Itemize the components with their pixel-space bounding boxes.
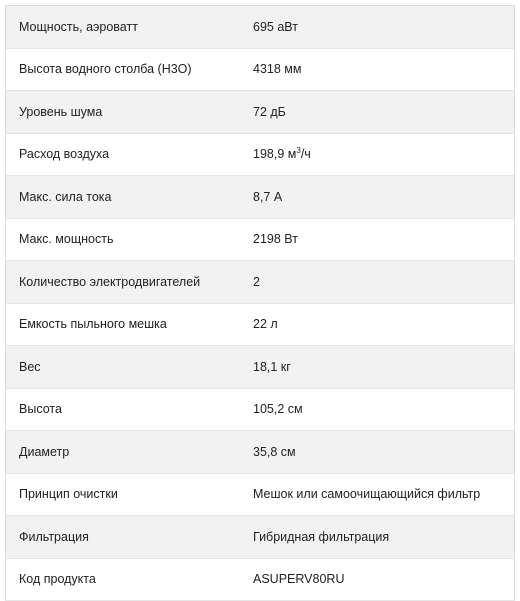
spec-row [6,431,515,474]
spec-label: Емкость пыльного мешка [6,303,252,346]
spec-label: Макс. мощность [6,218,252,261]
spec-label: Расход воздуха [6,133,252,176]
spec-label: Высота водного столба (Н3О) [6,48,252,91]
spec-row [6,261,515,304]
spec-value: 22 л [251,303,515,346]
spec-value [251,133,515,176]
spec-label: Макс. сила тока [6,176,252,219]
spec-value: 18,1 кг [251,346,515,389]
spec-row [6,176,515,219]
spec-value: 695 аВт [251,6,515,49]
spec-label: Высота [6,388,252,431]
spec-row [6,303,515,346]
spec-value: 105,2 см [251,388,515,431]
spec-row [6,388,515,431]
spec-label: Уровень шума [6,91,252,134]
spec-value: 2198 Вт [251,218,515,261]
spec-label: Диаметр [6,431,252,474]
spec-row [6,6,515,49]
spec-value: Мешок или самоочищающийся фильтр [251,473,515,516]
spec-value: 2 [251,261,515,304]
spec-label: Количество электродвигателей [6,261,252,304]
spec-value: ASUPERV80RU [251,558,515,601]
spec-row [6,218,515,261]
spec-row [6,516,515,559]
spec-label: Вес [6,346,252,389]
spec-label: Фильтрация [6,516,252,559]
spec-row [6,91,515,134]
spec-value: 72 дБ [251,91,515,134]
spec-value: 4318 мм [251,48,515,91]
spec-label: Принцип очистки [6,473,252,516]
spec-value: 8,7 А [251,176,515,219]
spec-row [6,346,515,389]
spec-label: Код продукта [6,558,252,601]
spec-value: 35,8 см [251,431,515,474]
spec-row [6,133,515,176]
spec-row [6,558,515,601]
spec-value-suffix: /ч [300,147,311,162]
spec-value: Гибридная фильтрация [251,516,515,559]
spec-label: Мощность, аэроватт [6,6,252,49]
spec-row [6,473,515,516]
spec-row [6,48,515,91]
spec-value-base: 198,9 м [253,147,297,162]
spec-value-superscript: 3 [296,146,301,156]
spec-table [5,5,515,601]
spec-table-body [6,6,515,601]
